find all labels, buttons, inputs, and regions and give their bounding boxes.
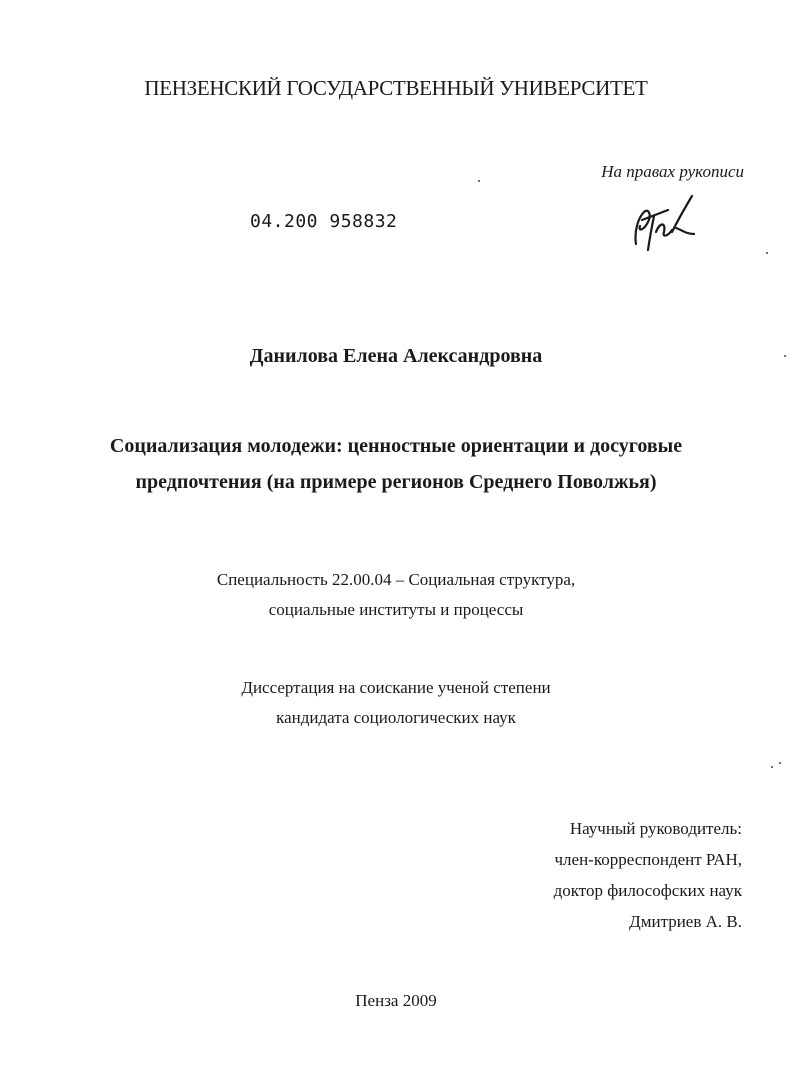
degree-statement (0, 673, 792, 733)
registry-number: 04.200 958832 (250, 211, 398, 232)
city-year: Пенза 2009 (355, 991, 437, 1010)
scan-speck (771, 766, 773, 768)
scan-speck (784, 355, 786, 357)
advisor-position: член-корреспондент РАН, (554, 850, 742, 869)
advisor-name: Дмитриев А. В. (629, 912, 742, 931)
author-name: Данилова Елена Александровна (249, 345, 543, 367)
signature-icon (624, 192, 704, 258)
advisor-label: Научный руководитель: (569, 819, 742, 838)
dissertation-title (0, 428, 792, 500)
specialty-line-2: социальные институты и процессы (268, 600, 524, 619)
advisor-degree: доктор философских наук (553, 881, 742, 900)
scan-speck (779, 762, 781, 764)
manuscript-rights-note: На правах рукописи (601, 162, 744, 181)
specialty (0, 565, 792, 625)
specialty-line-1: Специальность 22.00.04 – Социальная структура, (216, 570, 576, 589)
degree-line-1: Диссертация на соискание ученой степени (241, 678, 551, 697)
title-line-2: предпочтения (на примере регионов Среднего Поволжья) (135, 471, 657, 493)
scan-speck (766, 252, 768, 254)
scan-speck (478, 180, 480, 182)
title-line-1: Социализация молодежи: ценностные ориентации и досуговые (109, 435, 683, 457)
scientific-advisor (554, 813, 742, 937)
degree-line-2: кандидата социологических наук (276, 708, 516, 727)
university-name: ПЕНЗЕНСКИЙ ГОСУДАРСТВЕННЫЙ УНИВЕРСИТЕТ (144, 76, 648, 100)
